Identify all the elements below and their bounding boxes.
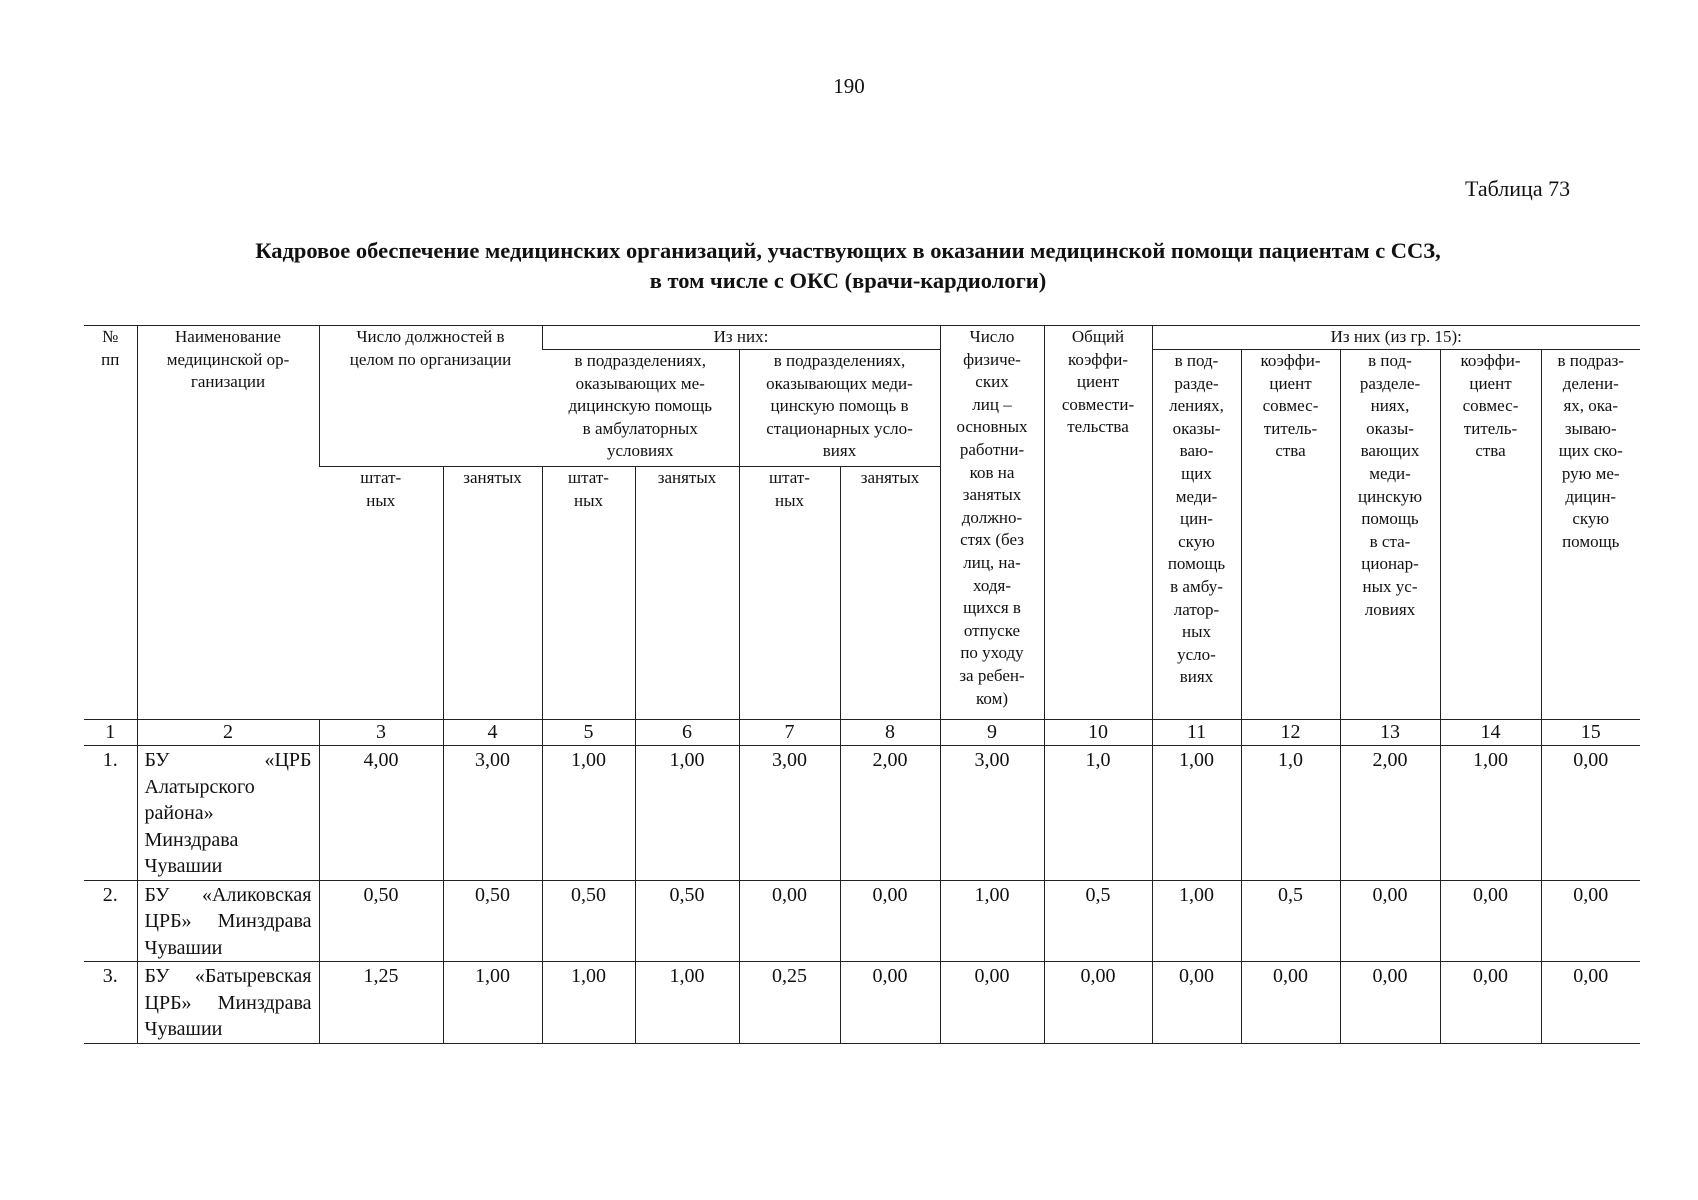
row-index: 1.: [84, 746, 137, 881]
header-staff-text-2: штат- ных: [568, 468, 609, 510]
row-index: 2.: [84, 880, 137, 962]
header-coef-1: [1241, 350, 1340, 720]
column-number: 7: [739, 720, 840, 746]
title-line-2: в том числе с ОКС (врачи-кардиологи): [649, 268, 1047, 293]
header-coef-2-text: коэффи- циент совмес- титель- ства: [1460, 351, 1521, 461]
header-sub-emergency-text: в подраз- делени- ях, ока- зываю- щих ско- рую ме- дицин- скую помощь: [1557, 351, 1624, 551]
column-number: 12: [1241, 720, 1340, 746]
header-outpatient: [542, 350, 739, 467]
page-number: 190: [833, 74, 865, 98]
column-number: 6: [635, 720, 739, 746]
header-sub-emergency: [1541, 350, 1640, 720]
table-cell: 2,00: [1340, 746, 1440, 881]
table-cell: 1,00: [1440, 746, 1541, 881]
table-cell: 0,25: [739, 962, 840, 1044]
table-cell: 0,00: [840, 880, 940, 962]
header-staff: [739, 467, 840, 720]
header-sub-inpatient-text: в под- разделе- ниях, оказы- вающих меди- цинскую помощь в ста- ционар- ных ус- ловиях: [1357, 351, 1423, 619]
table-cell: 0,00: [1440, 880, 1541, 962]
column-number: 3: [319, 720, 443, 746]
column-number: 5: [542, 720, 635, 746]
header-num: [84, 326, 137, 720]
column-number: 1: [84, 720, 137, 746]
table-cell: 1,00: [542, 746, 635, 881]
table-cell: 1,00: [1152, 746, 1241, 881]
table-cell: 0,00: [1340, 962, 1440, 1044]
column-number: 14: [1440, 720, 1541, 746]
table-cell: 1,00: [635, 962, 739, 1044]
table-cell: 3,00: [443, 746, 542, 881]
header-org-name-text: Наименование медицинской ор- ганизации: [166, 327, 290, 392]
column-number: 2: [137, 720, 319, 746]
table-cell: 0,50: [635, 880, 739, 962]
organization-name: БУ «ЦРБ Алатырского района» Минздрава Чувашии: [137, 746, 319, 881]
header-org-name: [137, 326, 319, 720]
table-cell: 1,0: [1044, 746, 1152, 881]
header-staff-text-3: штат- ных: [769, 468, 810, 510]
header-num-text: № пп: [101, 327, 120, 369]
table-cell: 0,00: [1440, 962, 1541, 1044]
table-cell: 1,00: [542, 962, 635, 1044]
table-cell: 1,00: [940, 880, 1044, 962]
header-positions-total-text: Число должностей в целом по организации: [349, 327, 512, 369]
table-cell: 1,0: [1241, 746, 1340, 881]
table-cell: 0,5: [1241, 880, 1340, 962]
table-cell: 0,00: [1541, 746, 1640, 881]
column-number: 13: [1340, 720, 1440, 746]
table-cell: 0,00: [840, 962, 940, 1044]
header-occupied-text-3: занятых: [860, 468, 920, 487]
header-sub-outpatient: [1152, 350, 1241, 720]
header-staff: [319, 467, 443, 720]
table-cell: 2,00: [840, 746, 940, 881]
header-of-them: [542, 326, 940, 350]
table-row: [84, 746, 1640, 881]
table-row: [84, 962, 1640, 1044]
header-total-coef: [1044, 326, 1152, 720]
header-coef-1-text: коэффи- циент совмес- титель- ства: [1260, 351, 1321, 461]
table-cell: 1,25: [319, 962, 443, 1044]
header-occupied: [635, 467, 739, 720]
table-cell: 0,50: [443, 880, 542, 962]
column-number: 10: [1044, 720, 1152, 746]
table-cell: 0,00: [940, 962, 1044, 1044]
header-occupied-text-1: занятых: [463, 468, 522, 487]
table-cell: 0,00: [1152, 962, 1241, 1044]
table-cell: 1,00: [635, 746, 739, 881]
table-cell: 0,00: [1541, 880, 1640, 962]
header-staff-text-1: штат- ных: [360, 468, 402, 510]
header-sub-outpatient-text: в под- разде- лениях, оказы- ваю- щих меди- цин- скую помощь в амбу- латор- ных усло- виях: [1167, 351, 1226, 687]
table-cell: 0,50: [542, 880, 635, 962]
header-inpatient-text: в подразделениях, оказывающих меди- цинскую помощь в стационарных усло- виях: [766, 351, 913, 461]
table-cell: 0,00: [1340, 880, 1440, 962]
header-of-them-gr15: [1152, 326, 1640, 350]
table-cell: 3,00: [739, 746, 840, 881]
table-cell: 3,00: [940, 746, 1044, 881]
header-positions-total: [319, 326, 542, 467]
header-of-them-text: Из них:: [713, 327, 769, 346]
header-individuals-text: Число физиче- ских лиц – основных работни- ков на занятых должно- стях (без лиц, на- ходя- щихся в отпуске по уходу за ребен- ком): [956, 327, 1028, 708]
table-title: [140, 236, 1556, 296]
organization-name: БУ «Аликовская ЦРБ» Минздрава Чувашии: [137, 880, 319, 962]
title-line-1: Кадровое обеспечение медицинских организаций, участвующих в оказании медицинской помощи пациентам с ССЗ,: [255, 238, 1441, 263]
column-number: 4: [443, 720, 542, 746]
table-cell: 0,00: [1241, 962, 1340, 1044]
table-cell: 1,00: [443, 962, 542, 1044]
table-cell: 0,5: [1044, 880, 1152, 962]
table-cell: 1,00: [1152, 880, 1241, 962]
table-cell: 0,00: [1541, 962, 1640, 1044]
staffing-table: [84, 325, 1640, 1044]
table-cell: 4,00: [319, 746, 443, 881]
header-coef-2: [1440, 350, 1541, 720]
table-cell: 0,00: [739, 880, 840, 962]
column-number: 15: [1541, 720, 1640, 746]
header-occupied: [840, 467, 940, 720]
header-occupied-text-2: занятых: [657, 468, 717, 487]
table-cell: 0,00: [1044, 962, 1152, 1044]
column-number: 8: [840, 720, 940, 746]
column-number: 11: [1152, 720, 1241, 746]
header-sub-inpatient: [1340, 350, 1440, 720]
header-inpatient: [739, 350, 940, 467]
table-label: Таблица 73: [1465, 176, 1571, 201]
row-index: 3.: [84, 962, 137, 1044]
staffing-table-wrapper: [84, 325, 1640, 1044]
header-staff: [542, 467, 635, 720]
column-number: 9: [940, 720, 1044, 746]
header-total-coef-text: Общий коэффи- циент совмести- тельства: [1061, 327, 1135, 437]
header-outpatient-text: в подразделениях, оказывающих ме- дицинскую помощь в амбулаторных условиях: [568, 351, 712, 461]
header-individuals: [940, 326, 1044, 720]
header-of-them-gr15-text: Из них (из гр. 15):: [1330, 327, 1462, 346]
table-cell: 0,50: [319, 880, 443, 962]
organization-name: БУ «Батыревская ЦРБ» Минздрава Чувашии: [137, 962, 319, 1044]
table-row: [84, 880, 1640, 962]
header-occupied: [443, 467, 542, 720]
